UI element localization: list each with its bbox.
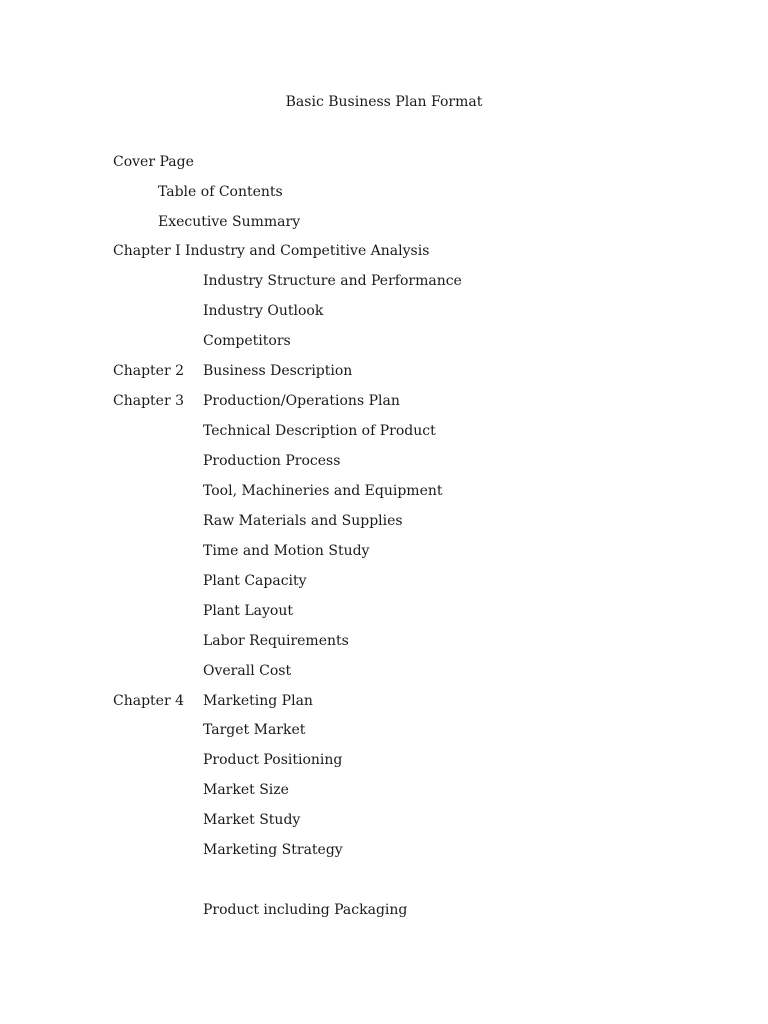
chapter-label: Chapter 3 [113, 393, 184, 409]
outline-item: Overall Cost [203, 663, 292, 679]
chapter-heading-2 [0, 361, 768, 381]
outline-item: Competitors [203, 333, 291, 349]
chapter-title: Business Description [203, 363, 353, 379]
outline-item-cover-page: Cover Page [113, 154, 194, 170]
chapter-title: Industry and Competitive Analysis [185, 243, 430, 259]
chapter-heading-3 [0, 391, 768, 411]
outline-item: Market Study [203, 812, 301, 828]
outline-item: Product Positioning [203, 752, 343, 768]
outline-item-table-of-contents: Table of Contents [158, 184, 283, 200]
outline-item: Tool, Machineries and Equipment [203, 483, 443, 499]
chapter-heading-4 [0, 691, 768, 711]
outline-item: Industry Structure and Performance [203, 273, 462, 289]
outline-item: Product including Packaging [203, 902, 408, 918]
document-title: Basic Business Plan Format [285, 94, 483, 110]
outline-item-executive-summary: Executive Summary [158, 214, 301, 230]
outline-item: Industry Outlook [203, 303, 324, 319]
outline-item: Target Market [203, 722, 306, 738]
chapter-title: Marketing Plan [203, 693, 313, 709]
outline-item: Marketing Strategy [203, 842, 343, 858]
outline-item: Plant Capacity [203, 573, 307, 589]
outline-item: Plant Layout [203, 603, 293, 619]
chapter-label: Chapter 2 [113, 363, 184, 379]
chapter-label: Chapter I [113, 243, 181, 259]
outline-item: Time and Motion Study [203, 543, 370, 559]
outline-item: Market Size [203, 782, 289, 798]
chapter-label: Chapter 4 [113, 693, 184, 709]
outline-item: Production Process [203, 453, 341, 469]
chapter-title: Production/Operations Plan [203, 393, 400, 409]
outline-item: Labor Requirements [203, 633, 349, 649]
outline-item: Raw Materials and Supplies [203, 513, 403, 529]
outline-item: Technical Description of Product [203, 423, 436, 439]
chapter-heading-1 [0, 241, 768, 261]
